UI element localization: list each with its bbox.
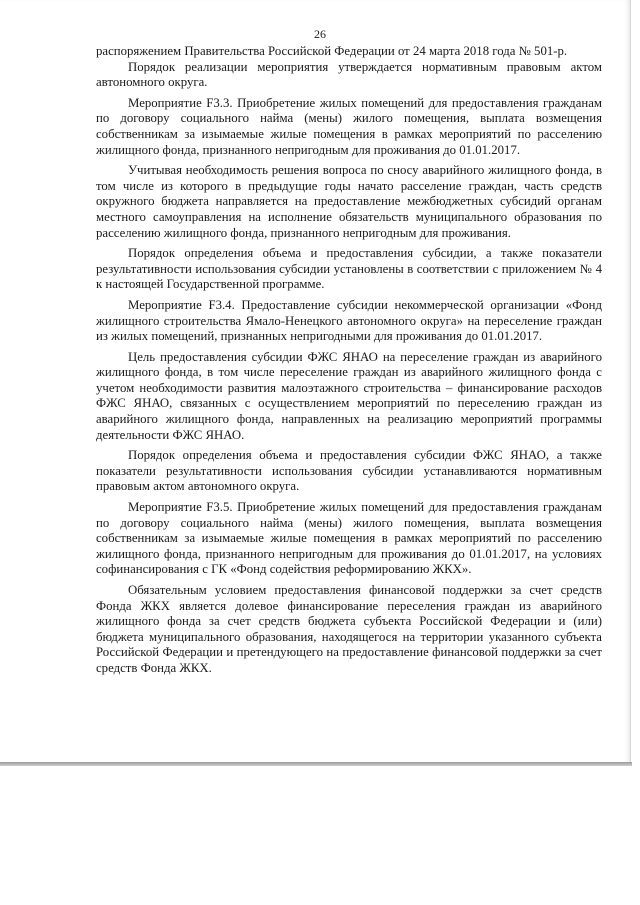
paragraph-continuation: распоряжением Правительства Российской Федерации от 24 марта 2018 года № 501-р. [96,44,568,58]
paragraph: Обязательным условием предоставления финансовой поддержки за счет средств Фонда ЖКХ является долевое финансирование переселения граждан из аварийного жилищного фонда за счет средств бюджета субъекта Российской Федерации и (или) бюджета муниципального образования, находящегося на территории указанного субъекта Российской Федерации и претендующего на предоставление финансовой поддержки за счет средств Фонда ЖКХ. [96,583,602,675]
paragraph: Порядок реализации мероприятия утверждается нормативным правовым актом автономного округа. [96,59,602,90]
paragraph: Учитывая необходимость решения вопроса по сносу аварийного жилищного фонда, в том числе из которого в предыдущие годы начато расселение граждан, часть средств окружного бюджета направляется на предоставление межбюджетных субсидий органам местного самоуправления на исполнение обязательств муниципального образования по расселению жилищного фонда, признанного непригодным для проживания. [96,163,602,240]
paragraph: Порядок определения объема и предоставления субсидии ФЖС ЯНАО, а также показатели результативности использования субсидии устанавливаются нормативным правовым актом автономного округа. [96,448,602,494]
paragraph-measure-f3-3: Мероприятие F3.3. Приобретение жилых помещений для предоставления гражданам по договору социального найма (мены) жилого помещения, выплата возмещения собственникам за изымаемые жилые помещения в рамках мероприятий по расселению жилищного фонда, признанного непригодным для проживания до 01.01.2017. [96,95,602,157]
paragraph-measure-f3-4: Мероприятие F3.4. Предоставление субсидии некоммерческой организации «Фонд жилищного строительства Ямало-Ненецкого автономного округа» на переселение граждан из жилых помещений, признанных непригодными для проживания до 01.01.2017. [96,297,602,344]
scan-edge [0,762,632,766]
paragraph-measure-f3-5: Мероприятие F3.5. Приобретение жилых помещений для предоставления гражданам по договору социального найма (мены) жилого помещения, выплата возмещения собственникам за изымаемые жилые помещения в рамках мероприятий по расселению жилищного фонда, признанного непригодным для проживания до 01.01.2017, на условиях софинансирования с ГК «Фонд содействия реформированию ЖКХ». [96,500,602,577]
paragraph: Цель предоставления субсидии ФЖС ЯНАО на переселение граждан из аварийного жилищного фонда, в том числе переселение граждан из аварийного жилищного фонда с учетом необходимости развития малоэтажного строительства – финансирование расходов ФЖС ЯНАО, связанных с осуществлением мероприятий по переселению граждан из аварийного жилищного фонда, направленных на реализацию мероприятий программы деятельности ФЖС ЯНАО. [96,349,602,442]
page-number: 26 [314,27,326,41]
paragraph: Порядок определения объема и предоставления субсидии, а также показатели результативности использования субсидии установлены в соответствии с приложением № 4 к настоящей Государственной программе. [96,246,602,292]
body-text [96,44,602,677]
